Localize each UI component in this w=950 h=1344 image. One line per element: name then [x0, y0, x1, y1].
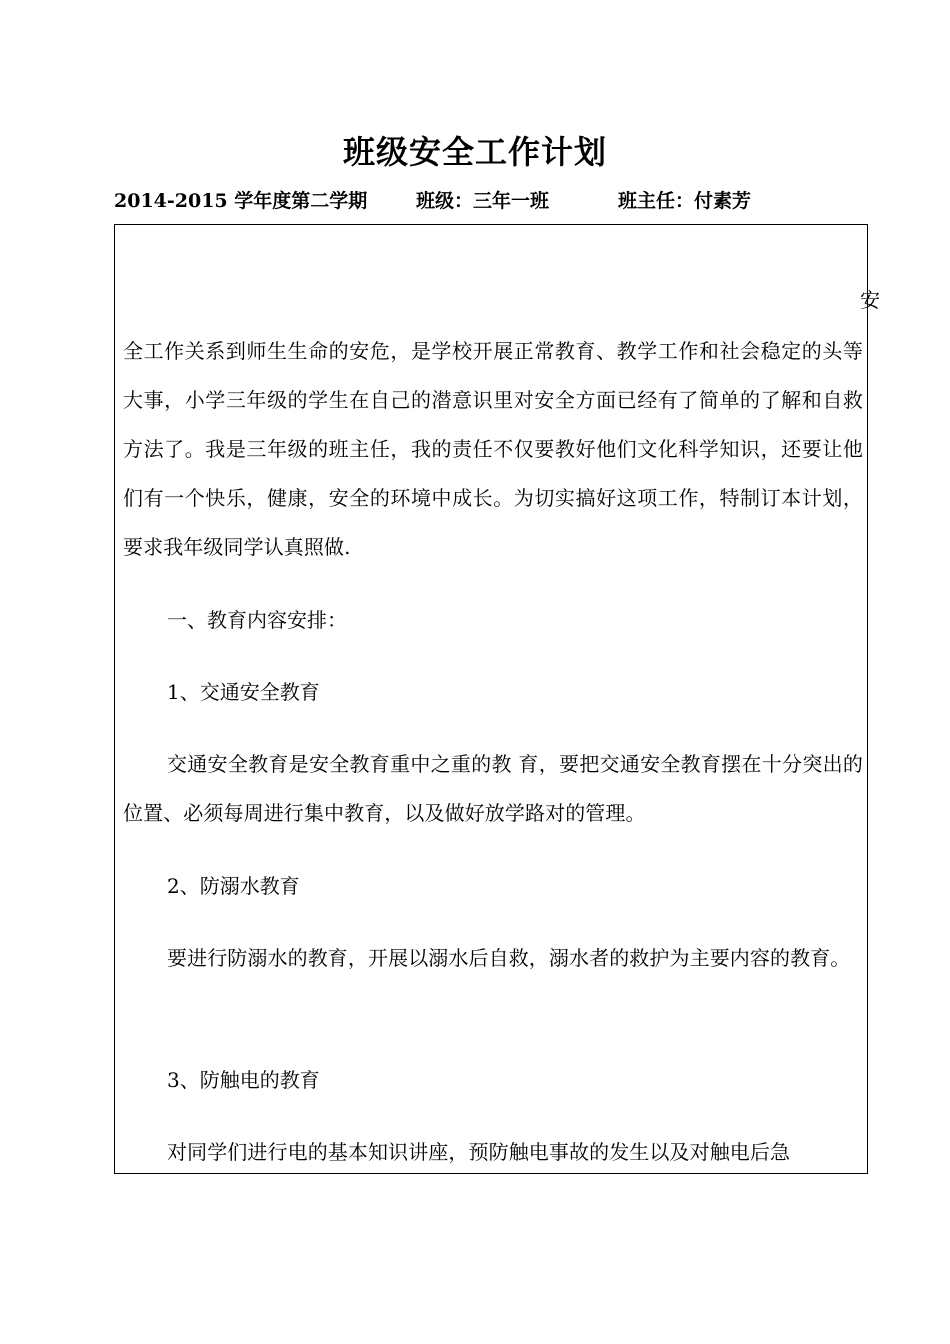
intro-paragraph: 全工作关系到师生生命的安危，是学校开展正常教育、教学工作和社会稳定的头等大事，小学三年级的学生在自己的潜意识里对安全方面已经有了简单的了解和自救方法了。我是三年级的班主任，我的责任不仅要教好他们文化科学知识，还要让他们有一个快乐，健康，安全的环境中成长。为切实搞好这项工作，特制订本计划，要求我年级同学认真照做. — [123, 339, 863, 559]
item-heading-drowning: 2、防溺水教育 — [167, 874, 300, 898]
intro-lead-char: 安 — [860, 288, 880, 312]
content-box — [114, 224, 880, 1174]
section-heading: 一、教育内容安排： — [167, 608, 347, 632]
item-text-electric: 对同学们进行电的基本知识讲座，预防触电事故的发生以及对触电后急 — [167, 1140, 791, 1164]
term-label: 2014-2015 学年度第二学期 — [114, 190, 368, 212]
item-heading-traffic: 1、交通安全教育 — [167, 680, 320, 704]
teacher-label: 班主任：付素芳 — [618, 190, 752, 212]
document-title: 班级安全工作计划 — [342, 133, 607, 171]
item-heading-electric: 3、防触电的教育 — [167, 1068, 320, 1092]
class-label: 班级：三年一班 — [416, 190, 550, 212]
item-text-drowning: 要进行防溺水的教育，开展以溺水后自救，溺水者的救护为主要内容的教育。 — [167, 946, 851, 970]
item-text-traffic: 交通安全教育是安全教育重中之重的教 育，要把交通安全教育摆在十分突出的位置、必须每周进行集中教育，以及做好放学路对的管理。 — [123, 752, 863, 825]
